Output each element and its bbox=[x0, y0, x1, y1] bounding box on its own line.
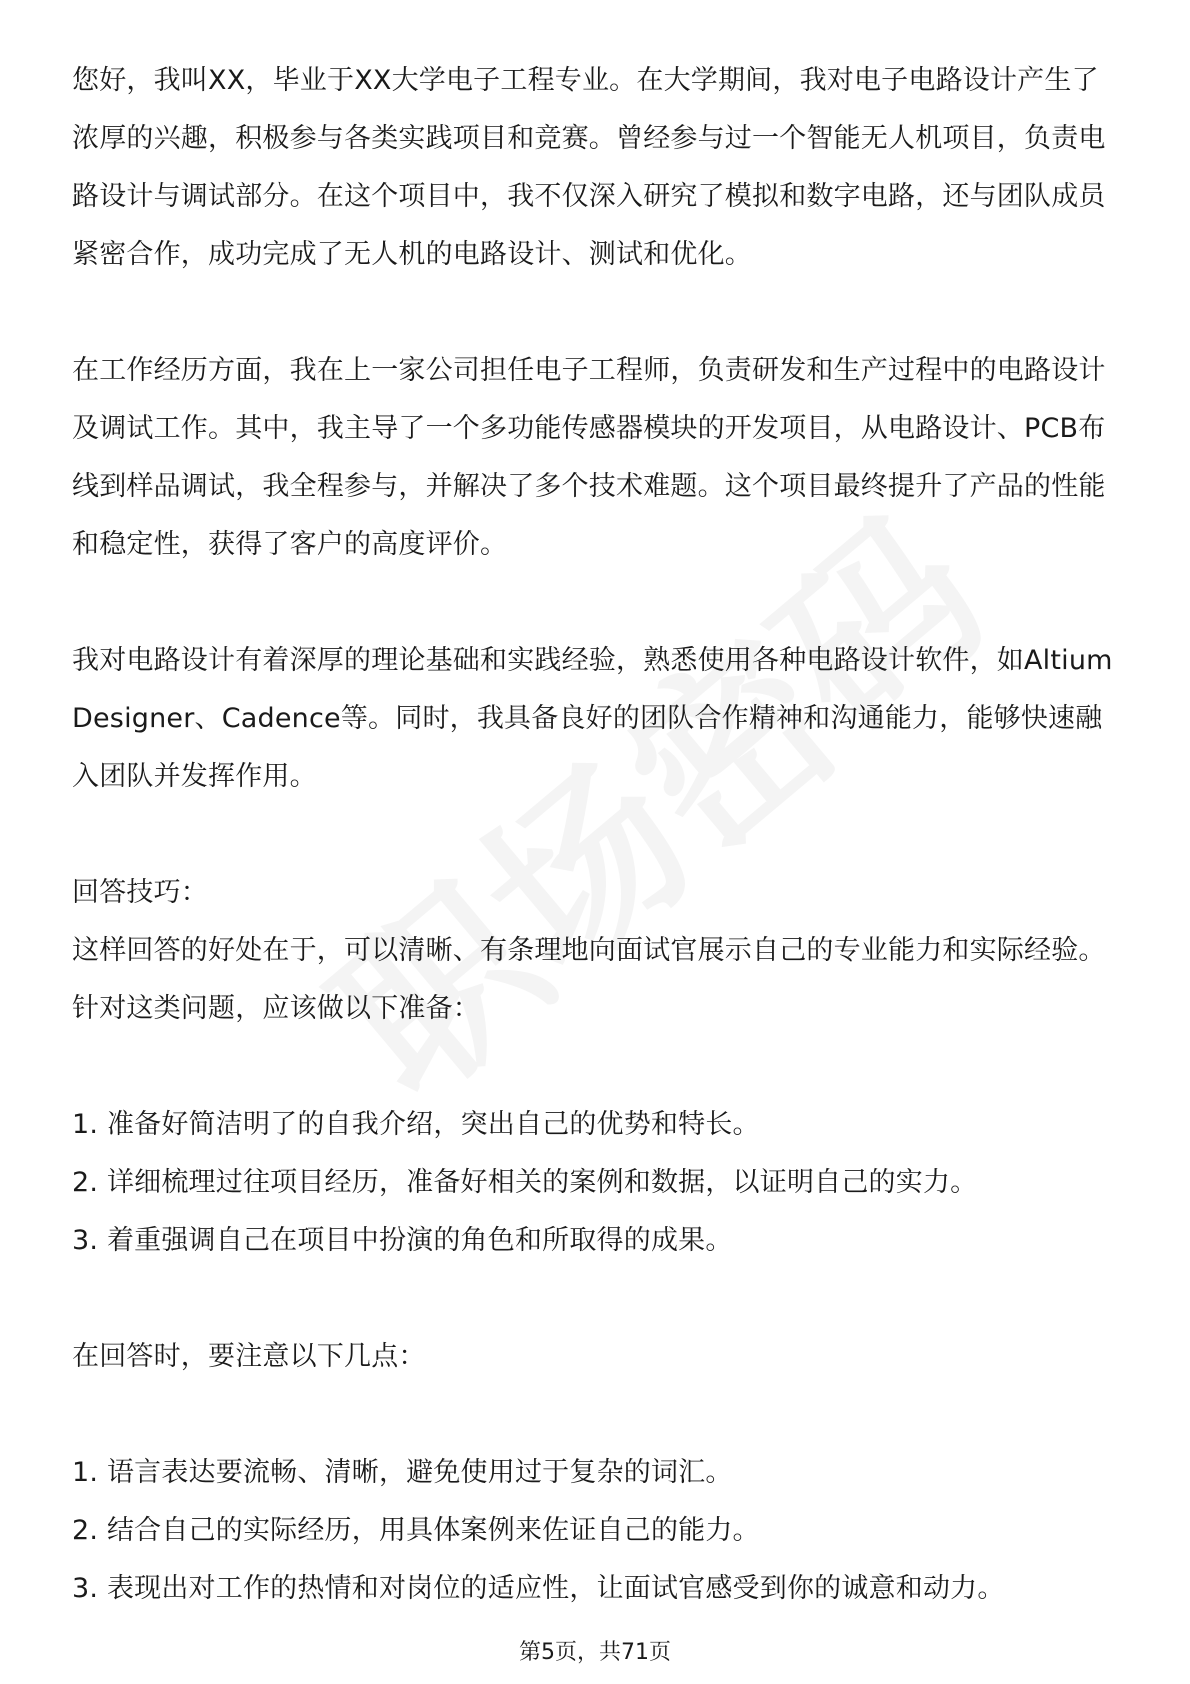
tips-heading: 回答技巧： bbox=[72, 877, 208, 908]
list-item: 1. 准备好简洁明了的自我介绍，突出自己的优势和特长。 bbox=[72, 1109, 760, 1140]
list-item: 1. 语言表达要流畅、清晰，避免使用过于复杂的词汇。 bbox=[72, 1457, 733, 1488]
list-item: 3. 表现出对工作的热情和对岗位的适应性，让面试官感受到你的诚意和动力。 bbox=[72, 1573, 1005, 1604]
tips-intro: 这样回答的好处在于，可以清晰、有条理地向面试官展示自己的专业能力和实际经验。针对这类问题，应该做以下准备： bbox=[72, 935, 1106, 1024]
paragraph-spacer bbox=[72, 1038, 1122, 1096]
list-item: 2. 结合自己的实际经历，用具体案例来佐证自己的能力。 bbox=[72, 1515, 760, 1546]
paragraph-spacer bbox=[72, 1270, 1122, 1328]
page-number: 第5页，共71页 bbox=[519, 1640, 671, 1665]
paragraph-skills: 我对电路设计有着深厚的理论基础和实践经验，熟悉使用各种电路设计软件，如Altium Designer、Cadence等。同时，我具备良好的团队合作精神和沟通能力，能够快速融入团队并发挥作用。 bbox=[72, 645, 1113, 792]
paragraph-spacer bbox=[72, 1386, 1122, 1444]
list-item: 2. 详细梳理过往项目经历，准备好相关的案例和数据，以证明自己的实力。 bbox=[72, 1167, 978, 1198]
paragraph-spacer bbox=[72, 806, 1122, 864]
document-body bbox=[72, 52, 1122, 1618]
paragraph-spacer bbox=[72, 284, 1122, 342]
paragraph-intro: 您好，我叫XX，毕业于XX大学电子工程专业。在大学期间，我对电子电路设计产生了浓厚的兴趣，积极参与各类实践项目和竞赛。曾经参与过一个智能无人机项目，负责电路设计与调试部分。在这个项目中，我不仅深入研究了模拟和数字电路，还与团队成员紧密合作，成功完成了无人机的电路设计、测试和优化。 bbox=[72, 65, 1106, 270]
paragraph-work-experience: 在工作经历方面，我在上一家公司担任电子工程师，负责研发和生产过程中的电路设计及调试工作。其中，我主导了一个多功能传感器模块的开发项目，从电路设计、PCB布线到样品调试，我全程参与，并解决了多个技术难题。这个项目最终提升了产品的性能和稳定性，获得了客户的高度评价。 bbox=[72, 355, 1106, 560]
paragraph-spacer bbox=[72, 574, 1122, 632]
attention-heading: 在回答时，要注意以下几点： bbox=[72, 1341, 426, 1372]
list-item: 3. 着重强调自己在项目中扮演的角色和所取得的成果。 bbox=[72, 1225, 733, 1256]
